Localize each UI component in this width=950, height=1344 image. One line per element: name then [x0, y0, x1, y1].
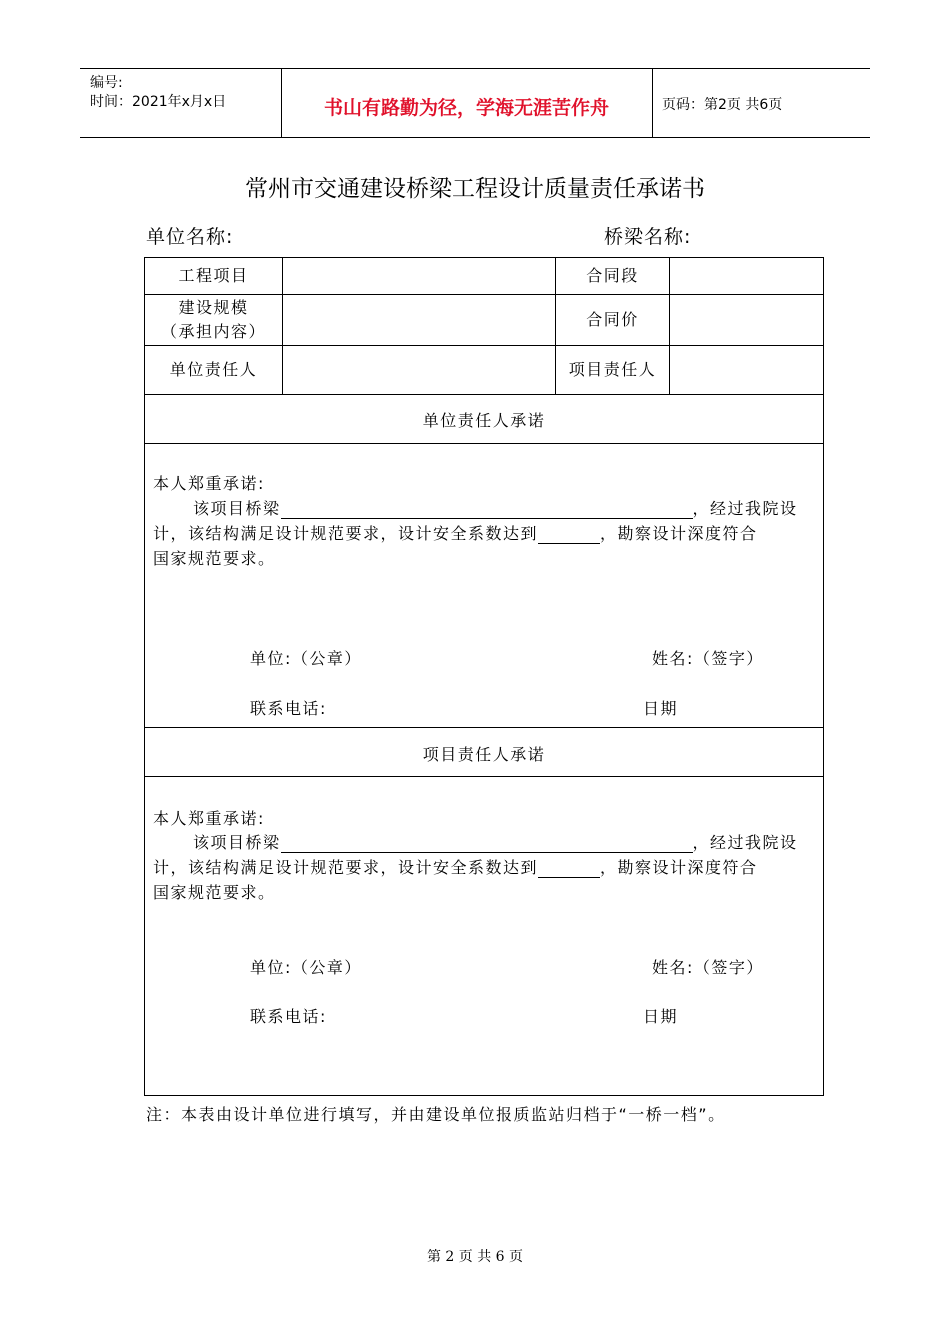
- document-number-label: 编号:: [90, 75, 123, 91]
- contract-price-field[interactable]: [670, 295, 823, 345]
- header-meta-cell: [80, 69, 282, 137]
- form-note: 注：本表由设计单位进行填写，并由建设单位报质监站归档于“一桥一档”。: [146, 1105, 726, 1124]
- construction-scale-field[interactable]: [283, 295, 555, 345]
- page-footer: 第 2 页 共 6 页: [426, 1249, 524, 1265]
- unit-commit-bridge-suffix: ，经过我院设: [692, 499, 798, 518]
- header-motto-cell: [281, 69, 653, 137]
- project-commit-safety-prefix: 计，该结构满足设计规范要求，设计安全系数达到: [153, 858, 539, 877]
- project-label: 工程项目: [178, 266, 249, 285]
- project-commit-bridge-blank[interactable]: [281, 834, 693, 853]
- project-responsible-field[interactable]: [670, 346, 823, 394]
- unit-commit-date-label: 日期: [643, 699, 679, 718]
- row-divider: [145, 776, 823, 777]
- unit-commit-safety-prefix: 计，该结构满足设计规范要求，设计安全系数达到: [153, 524, 539, 543]
- unit-responsible-field[interactable]: [283, 346, 555, 394]
- document-time-label: 时间：2021年x月x日: [90, 94, 227, 110]
- contract-section-label: 合同段: [586, 266, 639, 285]
- unit-commit-bridge-line: [193, 496, 798, 519]
- project-commit-seal-label: 单位:（公章）: [250, 958, 362, 977]
- unit-commit-seal-label: 单位:（公章）: [250, 649, 362, 668]
- unit-commit-sign-label: 姓名:（签字）: [652, 649, 764, 668]
- unit-commit-phone-label: 联系电话:: [250, 699, 327, 718]
- unit-commit-safety-suffix: ，勘察设计深度符合: [600, 524, 758, 543]
- project-commit-safety-blank[interactable]: [538, 859, 600, 878]
- row-divider: [145, 394, 823, 395]
- project-commit-date-label: 日期: [643, 1007, 679, 1026]
- contract-price-label: 合同价: [586, 310, 639, 329]
- unit-responsible-label: 单位责任人: [169, 360, 258, 379]
- page-header: [80, 68, 870, 138]
- unit-commit-bridge-prefix: 该项目桥梁: [193, 499, 281, 518]
- project-responsible-label: 项目责任人: [568, 360, 657, 379]
- commitment-form: [144, 257, 824, 1096]
- header-motto: 书山有路勤为径，学海无涯苦作舟: [323, 97, 609, 119]
- unit-commit-safety-blank[interactable]: [538, 525, 600, 544]
- project-commit-phone-label: 联系电话:: [250, 1007, 327, 1026]
- unit-commit-opening: 本人郑重承诺:: [153, 474, 265, 493]
- document-title: 常州市交通建设桥梁工程设计质量责任承诺书: [245, 176, 705, 202]
- header-page-info: 页码：第2页 共6页: [662, 97, 783, 113]
- project-commit-sign-label: 姓名:（签字）: [652, 958, 764, 977]
- unit-name-label: 单位名称:: [146, 226, 234, 248]
- unit-commitment-title: 单位责任人承诺: [422, 411, 546, 430]
- construction-scale-label: [145, 295, 282, 345]
- project-commit-safety-suffix: ，勘察设计深度符合: [600, 858, 758, 877]
- project-commit-bridge-suffix: ，经过我院设: [692, 833, 798, 852]
- contract-section-field[interactable]: [670, 258, 823, 294]
- project-commit-standard-line: 国家规范要求。: [153, 883, 276, 902]
- header-page-cell: [652, 69, 870, 137]
- project-commit-safety-line: [153, 855, 758, 878]
- row-divider: [145, 443, 823, 444]
- construction-scale-label-line2: （承担内容）: [160, 322, 266, 341]
- project-commit-bridge-line: [193, 830, 798, 853]
- project-commitment-title: 项目责任人承诺: [422, 745, 546, 764]
- bridge-name-label: 桥梁名称:: [604, 226, 692, 248]
- construction-scale-label-line1: 建设规模: [178, 298, 249, 317]
- row-divider: [145, 727, 823, 728]
- project-commit-opening: 本人郑重承诺:: [153, 809, 265, 828]
- unit-commit-bridge-blank[interactable]: [281, 500, 693, 519]
- unit-commit-standard-line: 国家规范要求。: [153, 549, 276, 568]
- unit-commit-safety-line: [153, 521, 758, 544]
- project-value-field[interactable]: [283, 258, 555, 294]
- project-commit-bridge-prefix: 该项目桥梁: [193, 833, 281, 852]
